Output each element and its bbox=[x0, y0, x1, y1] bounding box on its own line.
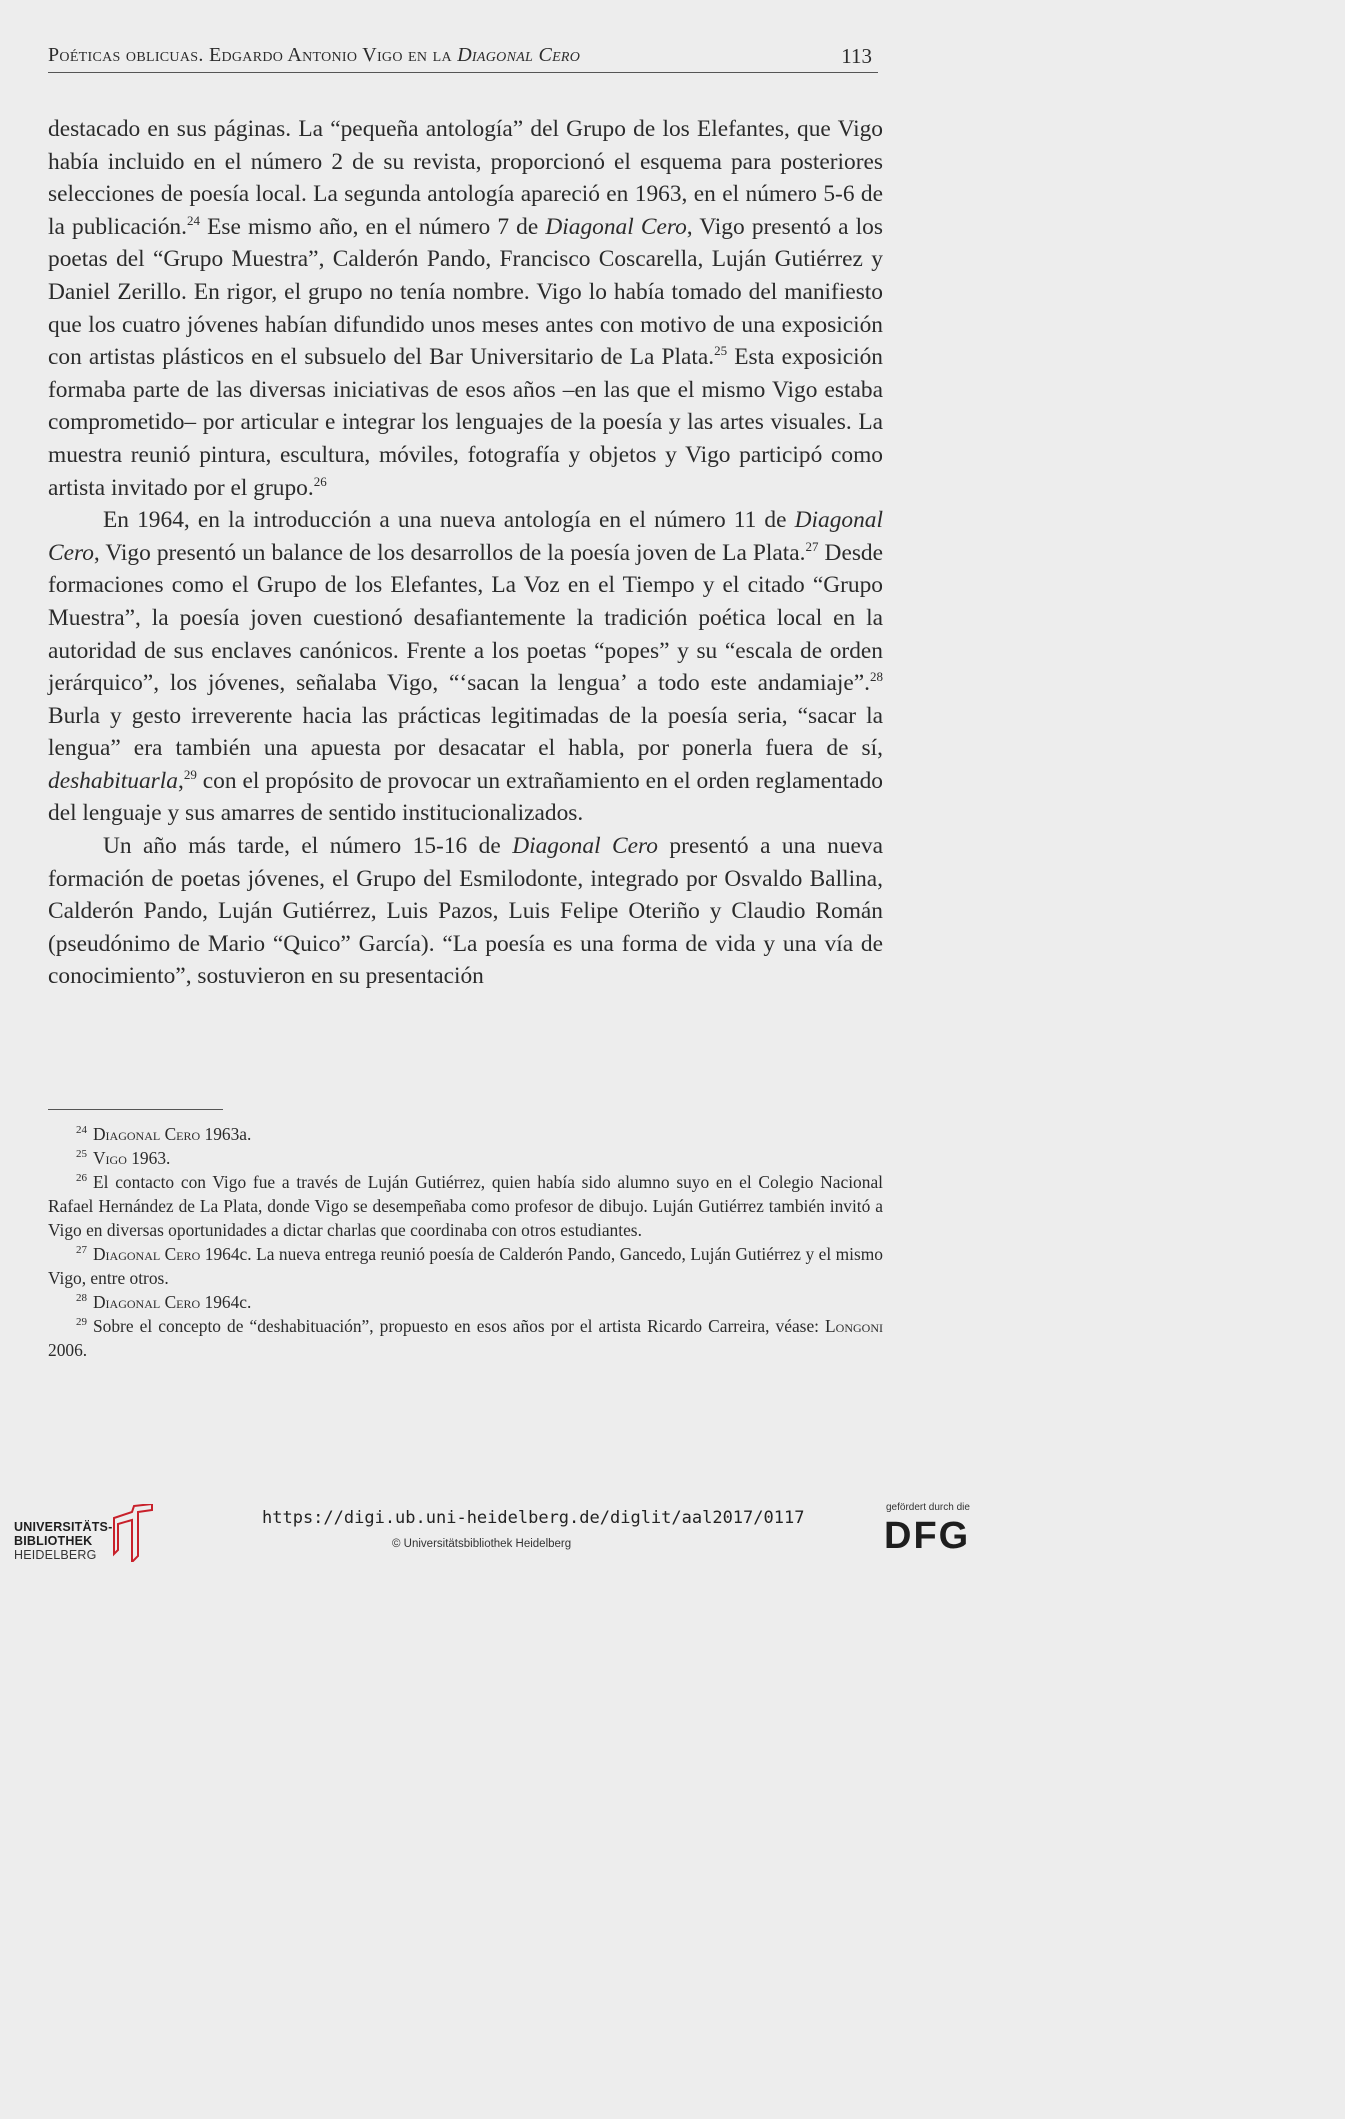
journal-title: Diagonal Cero bbox=[545, 213, 687, 240]
italic-term: deshabituarla bbox=[48, 767, 178, 794]
footnote-text: 1963a. bbox=[200, 1124, 252, 1144]
running-title-text: Poéticas oblicuas. Edgardo Antonio Vigo en la bbox=[48, 44, 458, 66]
journal-title: Diagonal Cero bbox=[48, 507, 883, 566]
footnote-ref: 28 bbox=[870, 669, 883, 685]
text-run: Ese mismo año, en el número 7 de bbox=[199, 213, 546, 240]
citation-author: Longoni bbox=[825, 1316, 883, 1336]
dfg-logo-text: DFG bbox=[884, 1515, 971, 1557]
footnote-number: 27 bbox=[76, 1244, 87, 1256]
paragraph-1 bbox=[48, 113, 883, 504]
text-run: , bbox=[177, 767, 184, 794]
running-head bbox=[48, 44, 878, 73]
text-run: , Vigo presentó a los poetas del “Grupo Muestra”, Calderón Pando, Francisco Coscarella, Luján Gutiérrez y Daniel Zerillo. En rigor, el grupo no tenía nombre. Vigo lo había tomado del manifiesto que los cuatro jóvenes habían difundido unos meses antes con motivo de una exposición con artistas plásticos en el subsuelo del Bar Universitario de La Plata. bbox=[48, 213, 883, 371]
page-number: 113 bbox=[841, 44, 872, 68]
text-run: En 1964, en la introducción a una nueva antología en el número 11 de bbox=[103, 507, 795, 534]
citation-author: Diagonal Cero bbox=[93, 1124, 201, 1144]
text-run: Desde formaciones como el Grupo de los Elefantes, La Voz en el Tiempo y el citado “Grupo Muestra”, la poesía joven cuestionó desafiantemente la tradición poética local en la autoridad de sus enclaves canónicos. Frente a los poetas “popes” y su “escala de orden jerárquico”, los jóvenes, señalaba Vigo, “‘sacan la lengua’ a todo este andamiaje”. bbox=[48, 539, 884, 697]
paragraph-2 bbox=[48, 504, 883, 830]
footnote-text: 1963. bbox=[126, 1148, 171, 1168]
library-name-line3: HEIDELBERG bbox=[14, 1548, 97, 1562]
footnote-text: Sobre el concepto de “deshabituación”, propuesto en esos años por el artista Ricardo Carreira, véase: bbox=[93, 1316, 826, 1336]
footnote-number: 25 bbox=[76, 1148, 87, 1160]
source-url-link[interactable]: https://digi.ub.uni-heidelberg.de/diglit/aal2017/0117 bbox=[262, 1508, 805, 1528]
digitization-footer bbox=[0, 1490, 995, 1568]
library-name-line2: BIBLIOTHEK bbox=[14, 1534, 93, 1548]
footnote-ref: 27 bbox=[805, 538, 819, 554]
text-run: con el propósito de provocar un extrañamiento en el orden reglamentado del lenguaje y sus amarres de sentido institucionalizados. bbox=[48, 767, 883, 827]
running-title bbox=[48, 44, 580, 67]
text-run: , Vigo presentó un balance de los desarrollos de la poesía joven de La Plata. bbox=[93, 539, 806, 566]
citation-author: Diagonal Cero bbox=[93, 1292, 201, 1312]
footnote-number: 26 bbox=[76, 1172, 87, 1184]
journal-title: Diagonal Cero bbox=[512, 833, 658, 860]
footnote-text: 2006. bbox=[48, 1340, 88, 1360]
footnote-ref: 25 bbox=[714, 343, 728, 359]
footnote-25 bbox=[48, 1146, 883, 1170]
footnote-ref: 24 bbox=[186, 212, 200, 228]
text-run: Un año más tarde, el número 15-16 de bbox=[103, 833, 513, 860]
citation-author: Vigo bbox=[93, 1148, 127, 1168]
footnote-29 bbox=[48, 1314, 883, 1362]
library-logo[interactable] bbox=[14, 1504, 164, 1560]
text-run: Esta exposición formaba parte de las diversas iniciativas de esos años –en las que el mismo Vigo estaba comprometido– por articular e integrar los lenguajes de la poesía y las artes visuales. La muestra reunió pintura, escultura, móviles, fotografía y objetos y Vigo participó como artista invitado por el grupo. bbox=[48, 344, 883, 501]
footnote-text: 1964c. La nueva entrega reunió poesía de Calderón Pando, Gancedo, Luján Gutiérrez y el mismo Vigo, entre otros. bbox=[48, 1244, 883, 1288]
library-name-line1: UNIVERSITÄTS- bbox=[14, 1520, 113, 1534]
footnote-27 bbox=[48, 1242, 883, 1290]
running-title-journal: Diagonal Cero bbox=[457, 44, 581, 66]
footnote-number: 24 bbox=[76, 1124, 87, 1136]
footnote-28 bbox=[48, 1290, 883, 1314]
dfg-funder-logo[interactable] bbox=[884, 1502, 984, 1562]
footnote-number: 29 bbox=[76, 1316, 87, 1328]
body-text bbox=[48, 113, 883, 993]
footnote-text: El contacto con Vigo fue a través de Luján Gutiérrez, quien había sido alumno suyo en el Colegio Nacional Rafael Hernández de La Plata, donde Vigo se desempeñaba como profesor de dibujo. Luján Gutiérrez también invitó a Vigo en diversas oportunidades a dictar charlas que coordinaba con otros estudiantes. bbox=[48, 1172, 883, 1240]
footnote-26 bbox=[48, 1170, 883, 1242]
funder-caption: gefördert durch die bbox=[886, 1502, 970, 1513]
footnote-ref: 29 bbox=[183, 766, 197, 782]
footnote-rule bbox=[48, 1109, 223, 1110]
citation-author: Diagonal Cero bbox=[93, 1244, 201, 1264]
library-emblem-icon bbox=[112, 1504, 154, 1562]
text-run: presentó a una nueva formación de poetas jóvenes, el Grupo del Esmilodonte, integrado por Osvaldo Ballina, Calderón Pando, Luján Gutiérrez, Luis Pazos, Luis Felipe Oteriño y Claudio Román (pseudónimo de Mario “Quico” García). “La poesía es una forma de vida y una vía de conocimiento”, sostuvieron en su presentación bbox=[48, 833, 883, 990]
copyright-notice: © Universitätsbibliothek Heidelberg bbox=[392, 1538, 572, 1550]
footnotes bbox=[48, 1122, 883, 1362]
footnote-24 bbox=[48, 1122, 883, 1146]
text-run: Burla y gesto irreverente hacia las prácticas legitimadas de la poesía seria, “sacar la lengua” era también una apuesta por desacatar el habla, por ponerla fuera de sí, bbox=[48, 702, 883, 762]
footnote-number: 28 bbox=[76, 1292, 87, 1304]
text-run: destacado en sus páginas. La “pequeña antología” del Grupo de los Elefantes, que Vigo había incluido en el número 2 de su revista, proporcionó el esquema para posteriores selecciones de poesía local. La segunda antología apareció en 1963, en el número 5-6 de la publicación. bbox=[48, 116, 883, 240]
paragraph-3 bbox=[48, 830, 883, 993]
footnote-ref: 26 bbox=[313, 473, 327, 489]
footnote-text: 1964c. bbox=[200, 1292, 252, 1312]
